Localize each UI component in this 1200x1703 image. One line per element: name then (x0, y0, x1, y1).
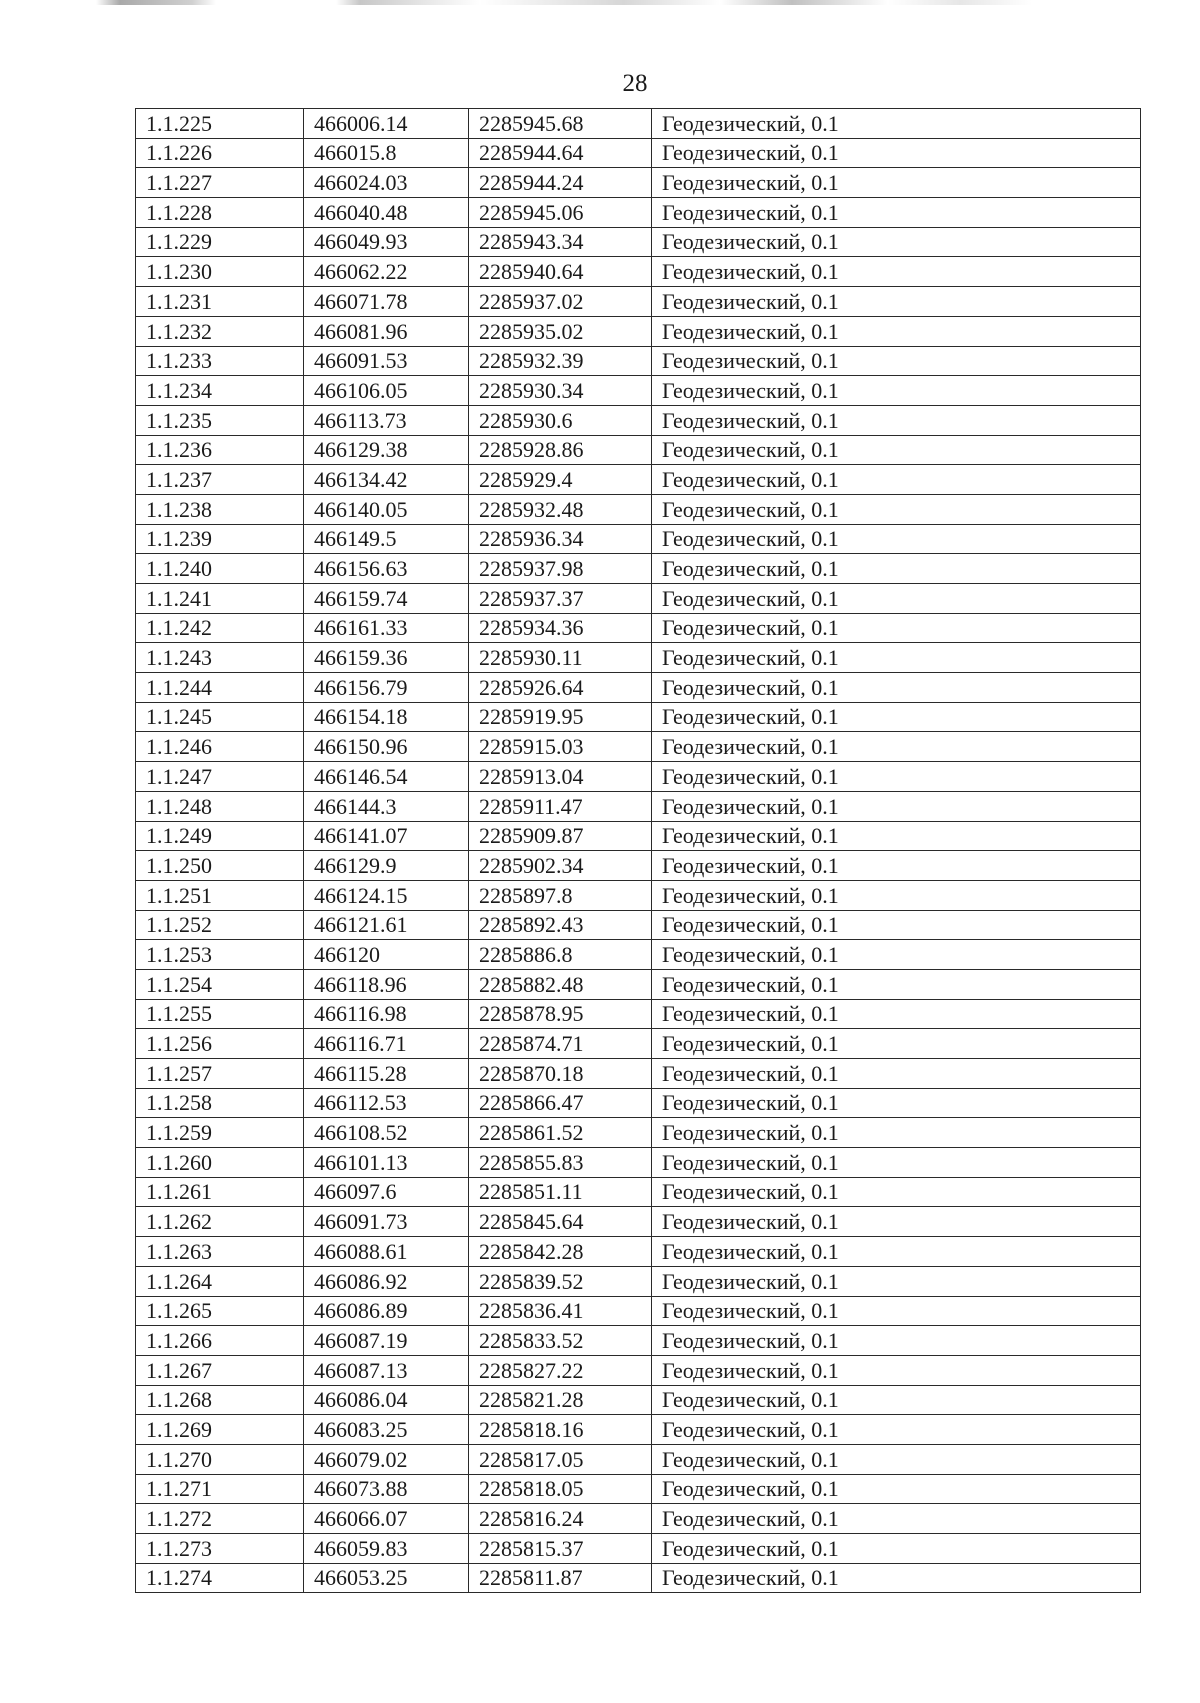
table-row (136, 1029, 1141, 1059)
method-accuracy-cell: Геодезический, 0.1 (652, 1266, 1141, 1296)
point-id-cell: 1.1.245 (136, 702, 304, 732)
x-coordinate-cell: 466106.05 (304, 376, 469, 406)
method-accuracy-cell: Геодезический, 0.1 (652, 910, 1141, 940)
method-accuracy-cell: Геодезический, 0.1 (652, 168, 1141, 198)
x-coordinate-cell: 466161.33 (304, 613, 469, 643)
table-row (136, 910, 1141, 940)
x-coordinate-cell: 466159.36 (304, 643, 469, 673)
table-row (136, 702, 1141, 732)
method-accuracy-cell: Геодезический, 0.1 (652, 465, 1141, 495)
x-coordinate-cell: 466116.98 (304, 999, 469, 1029)
method-accuracy-cell: Геодезический, 0.1 (652, 969, 1141, 999)
point-id-cell: 1.1.267 (136, 1355, 304, 1385)
point-id-cell: 1.1.236 (136, 435, 304, 465)
table-row (136, 1266, 1141, 1296)
point-id-cell: 1.1.263 (136, 1237, 304, 1267)
y-coordinate-cell: 2285930.6 (469, 405, 652, 435)
method-accuracy-cell: Геодезический, 0.1 (652, 435, 1141, 465)
method-accuracy-cell: Геодезический, 0.1 (652, 1237, 1141, 1267)
point-id-cell: 1.1.271 (136, 1474, 304, 1504)
y-coordinate-cell: 2285902.34 (469, 851, 652, 881)
table-row (136, 1504, 1141, 1534)
point-id-cell: 1.1.230 (136, 257, 304, 287)
table-row (136, 969, 1141, 999)
y-coordinate-cell: 2285926.64 (469, 673, 652, 703)
y-coordinate-cell: 2285930.11 (469, 643, 652, 673)
point-id-cell: 1.1.241 (136, 584, 304, 614)
method-accuracy-cell: Геодезический, 0.1 (652, 613, 1141, 643)
point-id-cell: 1.1.264 (136, 1266, 304, 1296)
table-row (136, 1148, 1141, 1178)
y-coordinate-cell: 2285913.04 (469, 762, 652, 792)
x-coordinate-cell: 466121.61 (304, 910, 469, 940)
point-id-cell: 1.1.273 (136, 1534, 304, 1564)
point-id-cell: 1.1.262 (136, 1207, 304, 1237)
point-id-cell: 1.1.269 (136, 1415, 304, 1445)
x-coordinate-cell: 466134.42 (304, 465, 469, 495)
point-id-cell: 1.1.253 (136, 940, 304, 970)
point-id-cell: 1.1.247 (136, 762, 304, 792)
method-accuracy-cell: Геодезический, 0.1 (652, 287, 1141, 317)
y-coordinate-cell: 2285945.06 (469, 198, 652, 228)
y-coordinate-cell: 2285821.28 (469, 1385, 652, 1415)
table-row (136, 791, 1141, 821)
x-coordinate-cell: 466150.96 (304, 732, 469, 762)
method-accuracy-cell: Геодезический, 0.1 (652, 1207, 1141, 1237)
table-row (136, 1088, 1141, 1118)
table-row (136, 198, 1141, 228)
x-coordinate-cell: 466118.96 (304, 969, 469, 999)
x-coordinate-cell: 466049.93 (304, 227, 469, 257)
method-accuracy-cell: Геодезический, 0.1 (652, 1148, 1141, 1178)
method-accuracy-cell: Геодезический, 0.1 (652, 643, 1141, 673)
table-row (136, 1534, 1141, 1564)
table-row (136, 999, 1141, 1029)
point-id-cell: 1.1.233 (136, 346, 304, 376)
table-row (136, 1474, 1141, 1504)
point-id-cell: 1.1.258 (136, 1088, 304, 1118)
method-accuracy-cell: Геодезический, 0.1 (652, 109, 1141, 139)
method-accuracy-cell: Геодезический, 0.1 (652, 1177, 1141, 1207)
y-coordinate-cell: 2285818.05 (469, 1474, 652, 1504)
y-coordinate-cell: 2285937.02 (469, 287, 652, 317)
method-accuracy-cell: Геодезический, 0.1 (652, 494, 1141, 524)
table-row (136, 435, 1141, 465)
y-coordinate-cell: 2285842.28 (469, 1237, 652, 1267)
method-accuracy-cell: Геодезический, 0.1 (652, 702, 1141, 732)
method-accuracy-cell: Геодезический, 0.1 (652, 1444, 1141, 1474)
point-id-cell: 1.1.237 (136, 465, 304, 495)
point-id-cell: 1.1.260 (136, 1148, 304, 1178)
y-coordinate-cell: 2285855.83 (469, 1148, 652, 1178)
x-coordinate-cell: 466120 (304, 940, 469, 970)
y-coordinate-cell: 2285937.98 (469, 554, 652, 584)
coordinates-table (135, 108, 1141, 1593)
table-row (136, 227, 1141, 257)
y-coordinate-cell: 2285936.34 (469, 524, 652, 554)
y-coordinate-cell: 2285919.95 (469, 702, 652, 732)
x-coordinate-cell: 466083.25 (304, 1415, 469, 1445)
method-accuracy-cell: Геодезический, 0.1 (652, 316, 1141, 346)
page-number: 28 (622, 70, 648, 97)
point-id-cell: 1.1.240 (136, 554, 304, 584)
y-coordinate-cell: 2285817.05 (469, 1444, 652, 1474)
x-coordinate-cell: 466091.73 (304, 1207, 469, 1237)
point-id-cell: 1.1.268 (136, 1385, 304, 1415)
table-row (136, 405, 1141, 435)
x-coordinate-cell: 466108.52 (304, 1118, 469, 1148)
y-coordinate-cell: 2285929.4 (469, 465, 652, 495)
method-accuracy-cell: Геодезический, 0.1 (652, 1118, 1141, 1148)
x-coordinate-cell: 466062.22 (304, 257, 469, 287)
table-row (136, 762, 1141, 792)
y-coordinate-cell: 2285845.64 (469, 1207, 652, 1237)
x-coordinate-cell: 466073.88 (304, 1474, 469, 1504)
table-row (136, 1296, 1141, 1326)
x-coordinate-cell: 466156.63 (304, 554, 469, 584)
y-coordinate-cell: 2285943.34 (469, 227, 652, 257)
point-id-cell: 1.1.243 (136, 643, 304, 673)
table-row (136, 643, 1141, 673)
method-accuracy-cell: Геодезический, 0.1 (652, 584, 1141, 614)
point-id-cell: 1.1.249 (136, 821, 304, 851)
method-accuracy-cell: Геодезический, 0.1 (652, 880, 1141, 910)
y-coordinate-cell: 2285944.24 (469, 168, 652, 198)
y-coordinate-cell: 2285827.22 (469, 1355, 652, 1385)
table-row (136, 376, 1141, 406)
x-coordinate-cell: 466156.79 (304, 673, 469, 703)
point-id-cell: 1.1.256 (136, 1029, 304, 1059)
x-coordinate-cell: 466015.8 (304, 138, 469, 168)
point-id-cell: 1.1.239 (136, 524, 304, 554)
x-coordinate-cell: 466091.53 (304, 346, 469, 376)
table-row (136, 1444, 1141, 1474)
y-coordinate-cell: 2285944.64 (469, 138, 652, 168)
table-row (136, 1563, 1141, 1593)
y-coordinate-cell: 2285816.24 (469, 1504, 652, 1534)
y-coordinate-cell: 2285866.47 (469, 1088, 652, 1118)
method-accuracy-cell: Геодезический, 0.1 (652, 1504, 1141, 1534)
x-coordinate-cell: 466115.28 (304, 1059, 469, 1089)
x-coordinate-cell: 466149.5 (304, 524, 469, 554)
x-coordinate-cell: 466116.71 (304, 1029, 469, 1059)
table-row (136, 851, 1141, 881)
table-row (136, 524, 1141, 554)
y-coordinate-cell: 2285932.48 (469, 494, 652, 524)
x-coordinate-cell: 466087.13 (304, 1355, 469, 1385)
y-coordinate-cell: 2285892.43 (469, 910, 652, 940)
table-row (136, 1385, 1141, 1415)
x-coordinate-cell: 466079.02 (304, 1444, 469, 1474)
y-coordinate-cell: 2285930.34 (469, 376, 652, 406)
x-coordinate-cell: 466129.9 (304, 851, 469, 881)
point-id-cell: 1.1.234 (136, 376, 304, 406)
x-coordinate-cell: 466146.54 (304, 762, 469, 792)
y-coordinate-cell: 2285836.41 (469, 1296, 652, 1326)
point-id-cell: 1.1.232 (136, 316, 304, 346)
table-row (136, 1415, 1141, 1445)
x-coordinate-cell: 466059.83 (304, 1534, 469, 1564)
point-id-cell: 1.1.228 (136, 198, 304, 228)
y-coordinate-cell: 2285861.52 (469, 1118, 652, 1148)
y-coordinate-cell: 2285839.52 (469, 1266, 652, 1296)
x-coordinate-cell: 466140.05 (304, 494, 469, 524)
table-row (136, 1177, 1141, 1207)
point-id-cell: 1.1.248 (136, 791, 304, 821)
y-coordinate-cell: 2285870.18 (469, 1059, 652, 1089)
table-row (136, 1059, 1141, 1089)
point-id-cell: 1.1.254 (136, 969, 304, 999)
method-accuracy-cell: Геодезический, 0.1 (652, 1534, 1141, 1564)
x-coordinate-cell: 466006.14 (304, 109, 469, 139)
point-id-cell: 1.1.227 (136, 168, 304, 198)
x-coordinate-cell: 466101.13 (304, 1148, 469, 1178)
y-coordinate-cell: 2285932.39 (469, 346, 652, 376)
table-row (136, 732, 1141, 762)
method-accuracy-cell: Геодезический, 0.1 (652, 940, 1141, 970)
table-row (136, 138, 1141, 168)
table-row (136, 613, 1141, 643)
x-coordinate-cell: 466053.25 (304, 1563, 469, 1593)
y-coordinate-cell: 2285935.02 (469, 316, 652, 346)
x-coordinate-cell: 466113.73 (304, 405, 469, 435)
method-accuracy-cell: Геодезический, 0.1 (652, 673, 1141, 703)
method-accuracy-cell: Геодезический, 0.1 (652, 198, 1141, 228)
x-coordinate-cell: 466088.61 (304, 1237, 469, 1267)
y-coordinate-cell: 2285934.36 (469, 613, 652, 643)
method-accuracy-cell: Геодезический, 0.1 (652, 346, 1141, 376)
method-accuracy-cell: Геодезический, 0.1 (652, 376, 1141, 406)
method-accuracy-cell: Геодезический, 0.1 (652, 821, 1141, 851)
coordinates-table-body (136, 109, 1141, 1593)
table-row (136, 821, 1141, 851)
x-coordinate-cell: 466081.96 (304, 316, 469, 346)
x-coordinate-cell: 466040.48 (304, 198, 469, 228)
point-id-cell: 1.1.274 (136, 1563, 304, 1593)
y-coordinate-cell: 2285818.16 (469, 1415, 652, 1445)
point-id-cell: 1.1.231 (136, 287, 304, 317)
point-id-cell: 1.1.244 (136, 673, 304, 703)
point-id-cell: 1.1.251 (136, 880, 304, 910)
point-id-cell: 1.1.265 (136, 1296, 304, 1326)
method-accuracy-cell: Геодезический, 0.1 (652, 1296, 1141, 1326)
x-coordinate-cell: 466159.74 (304, 584, 469, 614)
method-accuracy-cell: Геодезический, 0.1 (652, 524, 1141, 554)
x-coordinate-cell: 466097.6 (304, 1177, 469, 1207)
y-coordinate-cell: 2285928.86 (469, 435, 652, 465)
method-accuracy-cell: Геодезический, 0.1 (652, 554, 1141, 584)
method-accuracy-cell: Геодезический, 0.1 (652, 1563, 1141, 1593)
method-accuracy-cell: Геодезический, 0.1 (652, 227, 1141, 257)
point-id-cell: 1.1.235 (136, 405, 304, 435)
table-row (136, 168, 1141, 198)
x-coordinate-cell: 466071.78 (304, 287, 469, 317)
method-accuracy-cell: Геодезический, 0.1 (652, 1326, 1141, 1356)
point-id-cell: 1.1.229 (136, 227, 304, 257)
point-id-cell: 1.1.250 (136, 851, 304, 881)
table-row (136, 940, 1141, 970)
point-id-cell: 1.1.266 (136, 1326, 304, 1356)
y-coordinate-cell: 2285874.71 (469, 1029, 652, 1059)
table-row (136, 109, 1141, 139)
table-row (136, 880, 1141, 910)
table-row (136, 1326, 1141, 1356)
y-coordinate-cell: 2285940.64 (469, 257, 652, 287)
table-row (136, 673, 1141, 703)
method-accuracy-cell: Геодезический, 0.1 (652, 1415, 1141, 1445)
table-row (136, 494, 1141, 524)
method-accuracy-cell: Геодезический, 0.1 (652, 1474, 1141, 1504)
x-coordinate-cell: 466086.92 (304, 1266, 469, 1296)
point-id-cell: 1.1.226 (136, 138, 304, 168)
method-accuracy-cell: Геодезический, 0.1 (652, 791, 1141, 821)
y-coordinate-cell: 2285882.48 (469, 969, 652, 999)
point-id-cell: 1.1.252 (136, 910, 304, 940)
x-coordinate-cell: 466086.04 (304, 1385, 469, 1415)
y-coordinate-cell: 2285811.87 (469, 1563, 652, 1593)
point-id-cell: 1.1.242 (136, 613, 304, 643)
x-coordinate-cell: 466144.3 (304, 791, 469, 821)
point-id-cell: 1.1.261 (136, 1177, 304, 1207)
method-accuracy-cell: Геодезический, 0.1 (652, 1355, 1141, 1385)
table-row (136, 1207, 1141, 1237)
method-accuracy-cell: Геодезический, 0.1 (652, 138, 1141, 168)
y-coordinate-cell: 2285909.87 (469, 821, 652, 851)
table-row (136, 257, 1141, 287)
x-coordinate-cell: 466086.89 (304, 1296, 469, 1326)
table-row (136, 465, 1141, 495)
point-id-cell: 1.1.257 (136, 1059, 304, 1089)
method-accuracy-cell: Геодезический, 0.1 (652, 1029, 1141, 1059)
y-coordinate-cell: 2285886.8 (469, 940, 652, 970)
y-coordinate-cell: 2285911.47 (469, 791, 652, 821)
point-id-cell: 1.1.246 (136, 732, 304, 762)
table-row (136, 1237, 1141, 1267)
y-coordinate-cell: 2285897.8 (469, 880, 652, 910)
y-coordinate-cell: 2285878.95 (469, 999, 652, 1029)
method-accuracy-cell: Геодезический, 0.1 (652, 999, 1141, 1029)
method-accuracy-cell: Геодезический, 0.1 (652, 732, 1141, 762)
method-accuracy-cell: Геодезический, 0.1 (652, 1385, 1141, 1415)
y-coordinate-cell: 2285833.52 (469, 1326, 652, 1356)
point-id-cell: 1.1.238 (136, 494, 304, 524)
x-coordinate-cell: 466112.53 (304, 1088, 469, 1118)
point-id-cell: 1.1.270 (136, 1444, 304, 1474)
point-id-cell: 1.1.272 (136, 1504, 304, 1534)
x-coordinate-cell: 466087.19 (304, 1326, 469, 1356)
table-row (136, 316, 1141, 346)
point-id-cell: 1.1.225 (136, 109, 304, 139)
x-coordinate-cell: 466066.07 (304, 1504, 469, 1534)
method-accuracy-cell: Геодезический, 0.1 (652, 1088, 1141, 1118)
y-coordinate-cell: 2285851.11 (469, 1177, 652, 1207)
y-coordinate-cell: 2285815.37 (469, 1534, 652, 1564)
x-coordinate-cell: 466141.07 (304, 821, 469, 851)
x-coordinate-cell: 466124.15 (304, 880, 469, 910)
scan-edge-artifact (0, 0, 1200, 5)
table-row (136, 1355, 1141, 1385)
method-accuracy-cell: Геодезический, 0.1 (652, 851, 1141, 881)
y-coordinate-cell: 2285945.68 (469, 109, 652, 139)
method-accuracy-cell: Геодезический, 0.1 (652, 1059, 1141, 1089)
method-accuracy-cell: Геодезический, 0.1 (652, 762, 1141, 792)
table-row (136, 1118, 1141, 1148)
table-row (136, 584, 1141, 614)
y-coordinate-cell: 2285915.03 (469, 732, 652, 762)
point-id-cell: 1.1.255 (136, 999, 304, 1029)
method-accuracy-cell: Геодезический, 0.1 (652, 257, 1141, 287)
x-coordinate-cell: 466024.03 (304, 168, 469, 198)
method-accuracy-cell: Геодезический, 0.1 (652, 405, 1141, 435)
y-coordinate-cell: 2285937.37 (469, 584, 652, 614)
x-coordinate-cell: 466154.18 (304, 702, 469, 732)
table-row (136, 554, 1141, 584)
table-row (136, 287, 1141, 317)
table-row (136, 346, 1141, 376)
point-id-cell: 1.1.259 (136, 1118, 304, 1148)
x-coordinate-cell: 466129.38 (304, 435, 469, 465)
